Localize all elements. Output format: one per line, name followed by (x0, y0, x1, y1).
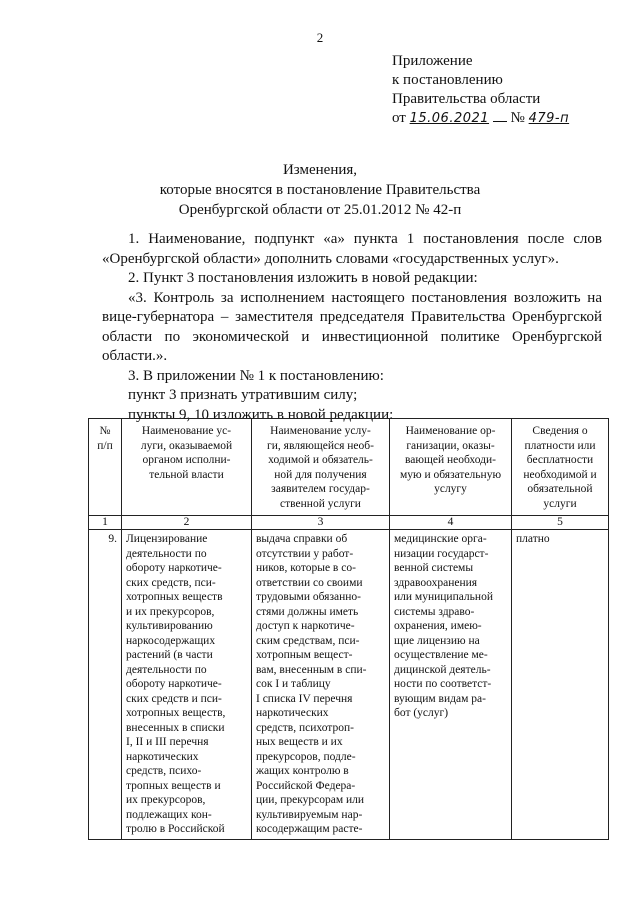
column-number: 1 (89, 516, 122, 530)
column-number: 5 (512, 516, 609, 530)
table-header-row (89, 419, 609, 516)
header-num: № п/п (89, 419, 122, 516)
header-service: Наименование ус- луги, оказываемой органом исполни- тельной власти (122, 419, 252, 516)
handwritten-date: 15.06.2021 (409, 111, 490, 126)
appendix-line-3: Правительства области (392, 91, 541, 107)
number-prefix: № (510, 110, 525, 126)
row-required-service: выдача справки об отсутствии у работ- ников, которые в со- ответствии со своими трудовыми обязанно- стями должны иметь доступ к наркотиче- ским средствам, пси- хотропным вещест- вам, внесенным в спи- сок I и таблицу I списка IV перечня наркотических средств, психотроп- ных веществ и их прекурсоров, подле- жащих контролю в Российской Федера- ции, прекурсорам или культивируемым нар- косодержащим расте- (252, 530, 390, 840)
page-number: 2 (316, 30, 324, 45)
header-organization: Наименование ор- ганизации, оказы- вающей необходи- мую и обязательную услугу (390, 419, 512, 516)
title-line-2: которые вносятся в постановление Правительства (159, 182, 481, 198)
paragraph-1: 1. Наименование, подпункт «а» пункта 1 постановления после слов «Оренбургской области» дополнить словами «государственных услуг». (102, 231, 602, 267)
paragraph-5: пункт 3 признать утратившим силу; (128, 387, 358, 403)
table-row (89, 530, 609, 840)
paragraph-6: пункты 9, 10 изложить в новой редакции: (128, 406, 394, 423)
header-required-service: Наименование услу- ги, являющейся необ- ходимой и обязатель- ной для получения заявителем государ- ственной услуги (252, 419, 390, 516)
appendix-block (392, 52, 569, 128)
title-line-1: Изменения, (282, 162, 358, 178)
row-payment: платно (512, 530, 609, 840)
column-number: 3 (252, 516, 390, 530)
column-number: 4 (390, 516, 512, 530)
title-line-3: Оренбургской области от 25.01.2012 № 42-п (178, 202, 462, 218)
paragraph-4: 3. В приложении № 1 к постановлению: (128, 367, 384, 384)
row-organization: медицинские орга- низации государст- венной системы здравоохранения или муниципальной системы здраво- охранения, имею- щие лицензию на осуществление ме- дицинской деятель- ности по соответст- вующим видам ра- бот (услуг) (390, 530, 512, 840)
date-prefix: от (392, 110, 406, 126)
underline-gap (493, 121, 507, 122)
appendix-date-line (392, 109, 569, 128)
handwritten-number: 479-п (528, 111, 570, 126)
paragraph-2: 2. Пункт 3 постановления изложить в новой редакции: (128, 270, 478, 286)
row-number: 9. (89, 530, 122, 840)
document-title (0, 160, 640, 220)
appendix-line-1: Приложение (392, 53, 473, 69)
row-service: Лицензирование деятельности по обороту наркотиче- ских средств, пси- хотропных веществ и их прекурсоров, культивированию наркосодержащих растений (в части деятельности по обороту наркотиче- ских средств и пси- хотропных веществ, внесенных в списки I, II и III перечня наркотических средств, психо- тропных веществ и их прекурсоров, подлежащих кон- тролю в Российской (122, 530, 252, 840)
paragraph-3: «3. Контроль за исполнением настоящего постановления возложить на вице-губернатора – заместителя председателя Правительства Оренбургской области по экономической и инвестиционной политике Оренбургской области.». (102, 289, 602, 364)
column-number: 2 (122, 516, 252, 530)
column-number-row (89, 516, 609, 530)
services-table (88, 418, 609, 840)
appendix-line-2: к постановлению (392, 72, 503, 88)
header-payment: Сведения о платности или бесплатности необходимой и обязательной услуги (512, 419, 609, 516)
document-body (102, 230, 602, 425)
